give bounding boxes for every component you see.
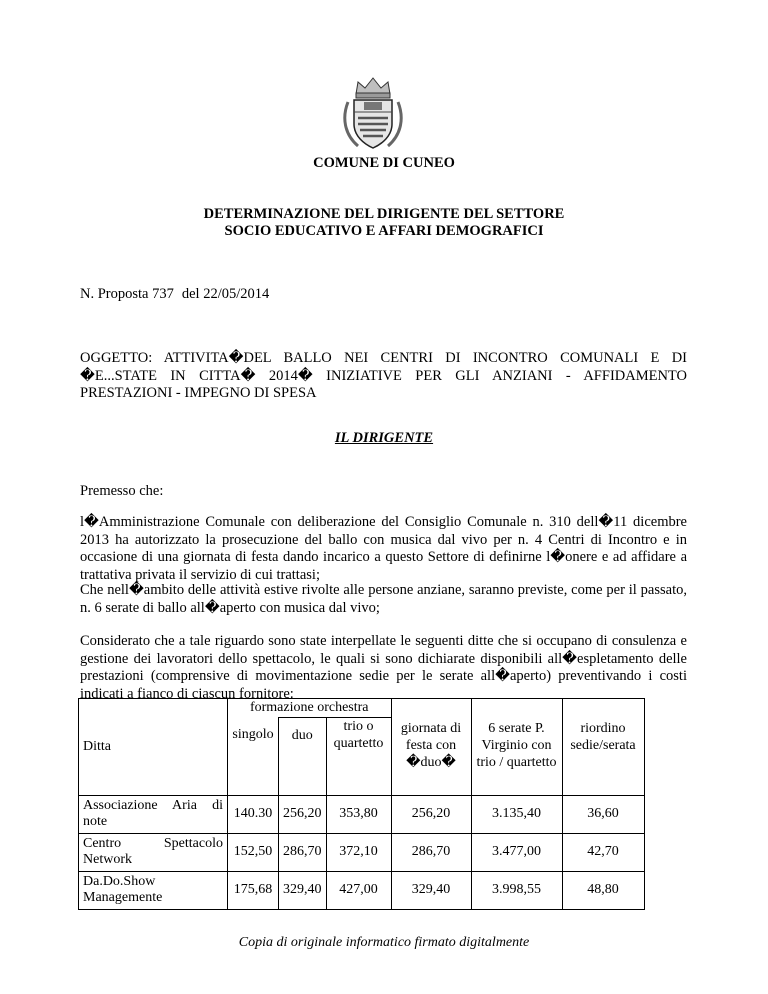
row-riordino: 36,60 [562,795,644,833]
row-trio: 353,80 [326,795,391,833]
header-ditta: Ditta [79,699,228,796]
row-singolo: 175,68 [228,871,279,909]
header-serate: 6 serate P. Virginio con trio / quartetto [471,699,562,796]
determinazione-title [0,206,768,241]
row-ditta: Centro Spettacolo Network [79,833,228,871]
row-riordino: 48,80 [562,871,644,909]
oggetto-paragraph: OGGETTO: ATTIVITA�DEL BALLO NEI CENTRI DI INCONTRO COMUNALI E DI �E...STATE IN CITTA� 2014� INIZIATIVE PER GLI ANZIANI - AFFIDAMENTO PRESTAZIONI - IMPEGNO DI SPESA [80,350,687,402]
row-duo: 256,20 [279,795,327,833]
determinazione-line-1: DETERMINAZIONE DEL DIRIGENTE DEL SETTORE [203,206,565,222]
header-duo: duo [279,717,327,795]
proposta-line [80,286,269,304]
proposta-number: N. Proposta 737 [80,286,174,302]
row-singolo: 140.30 [228,795,279,833]
row-ditta: Associazione Aria di note [79,795,228,833]
header-giornata: giornata di festa con �duo� [391,699,471,796]
row-serate: 3.477,00 [471,833,562,871]
paragraph-2: Che nell�ambito delle attività estive rivolte alle persone anziane, saranno previste, come per il passato, n. 6 serate di ballo all�aperto con musica dal vivo; [80,582,687,616]
paragraph-1: l�Amministrazione Comunale con deliberazione del Consiglio Comunale n. 310 dell�11 dicembre 2013 ha autorizzato la prosecuzione del ballo con musica dal vivo per n. 4 Centri di Incontro e in occasione di una giornata di festa dando incarico a questo Settore di definirne l�onere e ad affidare a trattativa privata il servizio di cui trattasi; [80,514,687,584]
city-crest-icon [338,72,408,154]
determinazione-line-2: SOCIO EDUCATIVO E AFFARI DEMOGRAFICI [224,223,544,240]
row-ditta: Da.Do.Show Managemente [79,871,228,909]
row-serate: 3.135,40 [471,795,562,833]
row-serate: 3.998,55 [471,871,562,909]
row-giornata: 286,70 [391,833,471,871]
row-singolo: 152,50 [228,833,279,871]
footer-note: Copia di originale informatico firmato digitalmente [238,935,530,950]
il-dirigente-heading: IL DIRIGENTE [334,430,434,446]
table-row [79,795,645,833]
row-duo: 329,40 [279,871,327,909]
header-singolo: singolo [228,717,279,795]
table-row [79,871,645,909]
ditte-cost-table [78,698,645,910]
paragraph-3: Considerato che a tale riguardo sono state interpellate le seguenti ditte che si occupano di consulenza e gestione dei lavoratori dello spettacolo, le quali si sono dichiarate disponibili all�espletamento delle prestazioni (comprensive di movimentazione sedie per le serate all�aperto) preventivando i costi indicati a fianco di ciascun fornitore: [80,633,687,703]
row-trio: 427,00 [326,871,391,909]
comune-title: COMUNE DI CUNEO [313,155,455,171]
premesso-line: Premesso che: [80,483,164,499]
header-formazione-orchestra: formazione orchestra [228,699,392,718]
header-riordino: riordino sedie/serata [562,699,644,796]
proposta-date: del 22/05/2014 [181,286,270,302]
table-row [79,833,645,871]
row-riordino: 42,70 [562,833,644,871]
header-trio: trio o quartetto [326,717,391,795]
row-duo: 286,70 [279,833,327,871]
row-trio: 372,10 [326,833,391,871]
row-giornata: 256,20 [391,795,471,833]
table-header-row [79,699,645,718]
row-giornata: 329,40 [391,871,471,909]
